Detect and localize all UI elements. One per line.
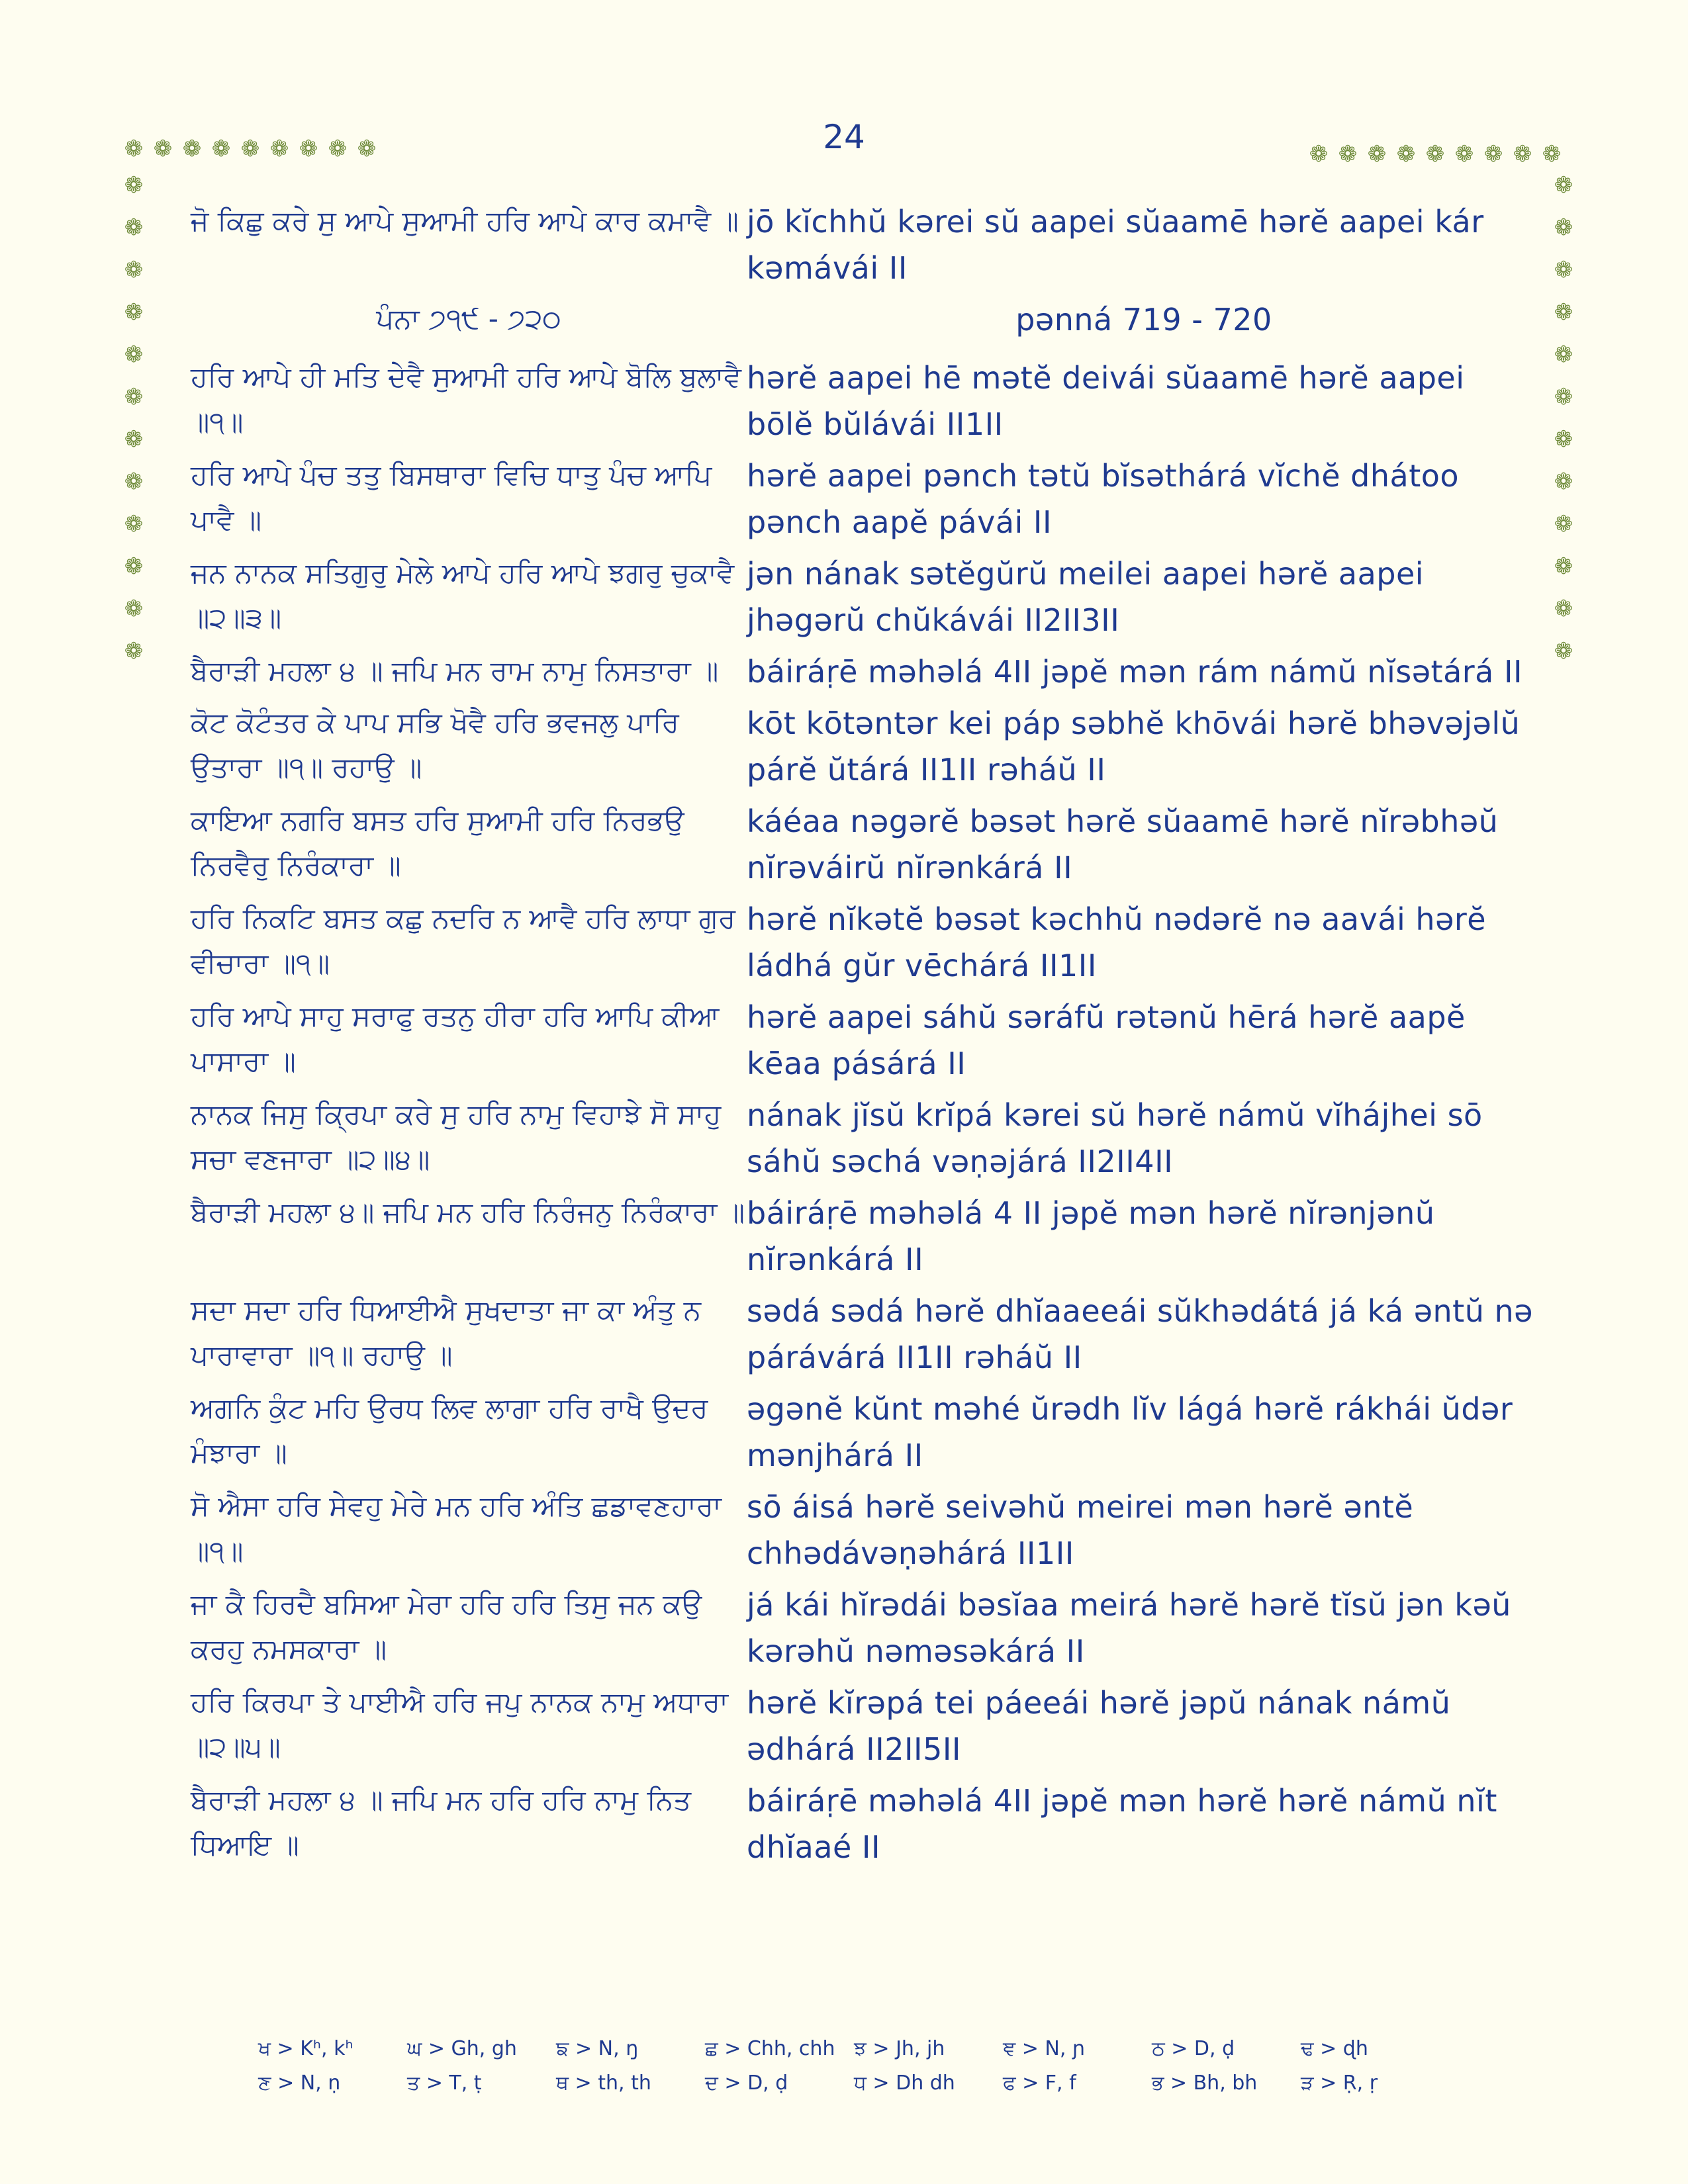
flower-icon: ❁: [1554, 384, 1573, 410]
flower-icon: ❁: [124, 511, 144, 537]
verse-row: [191, 700, 1541, 793]
legend-item: ਧ > Dh dh: [854, 2071, 955, 2095]
flower-icon: ❁: [124, 299, 144, 326]
verse-row: [191, 1582, 1541, 1674]
flower-icon: ❁: [1396, 141, 1416, 167]
legend-item: ਞ > N, ɲ: [1003, 2037, 1086, 2060]
flower-icon: ❁: [211, 136, 231, 162]
legend-item: ਙ > N, ŋ: [556, 2037, 639, 2060]
gurmukhi-text: ਨਾਨਕ ਜਿਸੁ ਕ੍ਰਿਪਾ ਕਰੇ ਸੁ ਹਰਿ ਨਾਮੁ ਵਿਹਾਝੇ ਸੋ ਸਾਹੁ ਸਚਾ ਵਣਜਾਰਾ ॥੨॥੪॥: [191, 1098, 722, 1175]
transliteration-text: hərĕ nĭkətĕ bəsət kəchhŭ nədərĕ nə aavái hərĕ ládhá gŭr vēchárá II1II: [747, 901, 1487, 983]
transliteration-text: hərĕ aapei pənch tətŭ bĭsəthárá vĭchĕ dhátoo pənch aapĕ pávái II: [747, 458, 1460, 540]
flower-icon: ❁: [124, 553, 144, 580]
flower-icon: ❁: [299, 136, 318, 162]
flower-icon: ❁: [124, 426, 144, 453]
gurmukhi-text: ਬੈਰਾੜੀ ਮਹਲਾ ੪ ॥ ਜਪਿ ਮਨ ਹਰਿ ਹਰਿ ਨਾਮੁ ਨਿਤ ਧਿਆਇ ॥: [191, 1784, 691, 1861]
flower-icon: ❁: [1454, 141, 1474, 167]
legend-item: ੜ > Ṛ, ṛ: [1301, 2071, 1378, 2095]
legend-item: ਢ > ɖh: [1301, 2037, 1368, 2060]
flower-icon: ❁: [1554, 553, 1573, 580]
transliteration-text: sədá sədá hərĕ dhĭaaeeái sŭkhədátá já ká əntŭ nə párávárá II1II rəháŭ II: [747, 1293, 1533, 1375]
gurmukhi-text: ਜਾ ਕੈ ਹਿਰਦੈ ਬਸਿਆ ਮੇਰਾ ਹਰਿ ਹਰਿ ਤਿਸੁ ਜਨ ਕਉ ਕਰਹੁ ਨਮਸਕਾਰਾ ॥: [191, 1588, 702, 1665]
flower-icon: ❁: [124, 341, 144, 368]
top-left-ornament: [119, 134, 381, 163]
top-right-ornament: [1304, 140, 1566, 169]
verse-row: [191, 1288, 1541, 1381]
transliteration-text: káéaa nəgərĕ bəsət hərĕ sŭaamē hərĕ nĭrəbhəŭ nĭrəváirŭ nĭrənkárá II: [747, 803, 1499, 886]
flower-icon: ❁: [1554, 214, 1573, 241]
transliteration-text: já kái hĭrədái bəsĭaa meirá hərĕ hərĕ tĭsŭ jən kəŭ kərəhŭ nəməsəkárá II: [747, 1587, 1511, 1669]
flower-icon: ❁: [240, 136, 260, 162]
verse-row: [191, 453, 1541, 545]
verse-row: [191, 1484, 1541, 1576]
flower-icon: ❁: [1513, 141, 1532, 167]
verse-row: [191, 1092, 1541, 1185]
flower-icon: ❁: [1554, 511, 1573, 537]
flower-icon: ❁: [1338, 141, 1358, 167]
legend-item: ਝ > Jh, jh: [854, 2037, 945, 2060]
verse-row: [191, 199, 1541, 291]
flower-icon: ❁: [269, 136, 289, 162]
verse-row: [191, 355, 1541, 447]
legend-item: ਖ > Kʰ, kʰ: [258, 2037, 353, 2060]
flower-icon: ❁: [124, 384, 144, 410]
flower-icon: ❁: [124, 638, 144, 664]
transliteration-text: əgənĕ kŭnt məhé ŭrədh lĭv lágá hərĕ rákhái ŭdər mənjhárá II: [747, 1391, 1513, 1473]
legend-item: ਠ > D, ḍ: [1152, 2037, 1235, 2060]
transliteration-text: hərĕ aapei sáhŭ səráfŭ rətənŭ hērá hərĕ aapĕ kēaa pásárá II: [747, 999, 1466, 1081]
flower-icon: ❁: [1554, 257, 1573, 283]
gurmukhi-text: ਸੋ ਐਸਾ ਹਰਿ ਸੇਵਹੁ ਮੇਰੇ ਮਨ ਹਰਿ ਅੰਤਿ ਛਡਾਵਣਹਾਰਾ ॥੧॥: [191, 1490, 722, 1567]
gurmukhi-text: ਬੈਰਾੜੀ ਮਹਲਾ ੪॥ ਜਪਿ ਮਨ ਹਰਿ ਨਿਰੰਜਨੁ ਨਿਰੰਕਾਰਾ ॥: [191, 1196, 745, 1228]
flower-icon: ❁: [1554, 299, 1573, 326]
legend-item: ਣ > N, ṇ: [258, 2071, 341, 2095]
gurmukhi-text: ਬੈਰਾੜੀ ਮਹਲਾ ੪ ॥ ਜਪਿ ਮਨ ਰਾਮ ਨਾਮੁ ਨਿਸਤਾਰਾ ॥: [191, 655, 719, 687]
flower-icon: ❁: [1554, 469, 1573, 495]
page-number: 24: [823, 118, 865, 156]
verse-row: [191, 1778, 1541, 1870]
flower-icon: ❁: [124, 257, 144, 283]
verse-table: [191, 199, 1541, 1876]
transliteration-text: jō kĭchhŭ kərei sŭ aapei sŭaamē hərĕ aapei kár kəmávái II: [747, 204, 1484, 286]
legend-item: ਛ > Chh, chh: [705, 2037, 835, 2060]
flower-icon: ❁: [1542, 141, 1562, 167]
page-reference-row: [191, 296, 1541, 343]
transliteration-text: hərĕ kĭrəpá tei páeeái hərĕ jəpŭ nának námŭ ədhárá II2II5II: [747, 1685, 1451, 1767]
legend-item: ਭ > Bh, bh: [1152, 2071, 1258, 2095]
transliteration-legend: [258, 2037, 1450, 2106]
flower-icon: ❁: [1367, 141, 1387, 167]
verse-row: [191, 798, 1541, 891]
left-ornament-column: [119, 164, 148, 672]
verse-row: [191, 1680, 1541, 1772]
flower-icon: ❁: [124, 469, 144, 495]
flower-icon: ❁: [124, 214, 144, 241]
flower-icon: ❁: [1483, 141, 1503, 167]
gurmukhi-text: ਸਦਾ ਸਦਾ ਹਰਿ ਧਿਆਈਐ ਸੁਖਦਾਤਾ ਜਾ ਕਾ ਅੰਤੁ ਨ ਪਾਰਾਵਾਰਾ ॥੧॥ ਰਹਾਉ ॥: [191, 1294, 702, 1371]
right-ornament-column: [1549, 164, 1578, 672]
transliteration-text: hərĕ aapei hē mətĕ deivái sŭaamē hərĕ aapei bōlĕ bŭlávái II1II: [747, 360, 1465, 442]
transliteration-text: kōt kōtəntər kei páp səbhĕ khōvái hərĕ bhəvəjəlŭ párĕ ŭtárá II1II rəháŭ II: [747, 705, 1521, 788]
flower-icon: ❁: [124, 136, 144, 162]
legend-item: ਤ > T, ṭ: [407, 2071, 482, 2095]
transliteration-text: jən nának sətĕgŭrŭ meilei aapei hərĕ aapei jhəgərŭ chŭkávái II2II3II: [747, 556, 1425, 638]
verse-row: [191, 994, 1541, 1087]
gurmukhi-text: ਕੋਟ ਕੋਟੰਤਰ ਕੇ ਪਾਪ ਸਭਿ ਖੋਵੈ ਹਰਿ ਭਵਜਲੁ ਪਾਰਿ ਉਤਾਰਾ ॥੧॥ ਰਹਾਉ ॥: [191, 706, 679, 784]
flower-icon: ❁: [357, 136, 377, 162]
flower-icon: ❁: [182, 136, 202, 162]
gurmukhi-text: ਜਨ ਨਾਨਕ ਸਤਿਗੁਰੁ ਮੇਲੇ ਆਪੇ ਹਰਿ ਆਪੇ ਝਗਰੁ ਚੁਕਾਵੈ ॥੨॥੩॥: [191, 557, 735, 634]
transliteration-text: pənná 719 - 720: [1015, 302, 1272, 338]
flower-icon: ❁: [1554, 426, 1573, 453]
flower-icon: ❁: [124, 172, 144, 199]
legend-row: [258, 2037, 1450, 2071]
gurmukhi-text: ਜੋ ਕਿਛੁ ਕਰੇ ਸੁ ਆਪੇ ਸੁਆਮੀ ਹਰਿ ਆਪੇ ਕਾਰ ਕਮਾਵੈ ॥: [191, 205, 739, 237]
flower-icon: ❁: [1554, 341, 1573, 368]
verse-row: [191, 649, 1541, 695]
transliteration-text: báiráṛē məhəlá 4II jəpĕ mən rám námŭ nĭsətárá II: [747, 654, 1523, 690]
flower-icon: ❁: [1425, 141, 1445, 167]
gurmukhi-text: ਅਗਨਿ ਕੁੰਟ ਮਹਿ ਉਰਧ ਲਿਵ ਲਾਗਾ ਹਰਿ ਰਾਖੈ ਉਦਰ ਮੰਝਾਰਾ ॥: [191, 1392, 708, 1469]
legend-row: [258, 2071, 1450, 2106]
transliteration-text: nának jĭsŭ krĭpá kərei sŭ hərĕ námŭ vĭhájhei sō sáhŭ səchá vəṇəjárá II2II4II: [747, 1097, 1483, 1179]
flower-icon: ❁: [124, 596, 144, 622]
gurmukhi-text: ਹਰਿ ਆਪੇ ਪੰਚ ਤਤੁ ਬਿਸਥਾਰਾ ਵਿਚਿ ਧਾਤੁ ਪੰਚ ਆਪਿ ਪਾਵੈ ॥: [191, 459, 712, 536]
verse-row: [191, 551, 1541, 643]
legend-item: ਫ > F, f: [1003, 2071, 1076, 2095]
gurmukhi-text: ਪੰਨਾ ੭੧੯ - ੭੨੦: [376, 302, 561, 335]
legend-item: ਦ > D, ḍ: [705, 2071, 788, 2095]
legend-item: ਘ > Gh, gh: [407, 2037, 517, 2060]
flower-icon: ❁: [153, 136, 173, 162]
flower-icon: ❁: [1554, 596, 1573, 622]
flower-icon: ❁: [1554, 638, 1573, 664]
verse-row: [191, 1190, 1541, 1283]
transliteration-text: báiráṛē məhəlá 4II jəpĕ mən hərĕ hərĕ námŭ nĭt dhĭaaé II: [747, 1783, 1497, 1865]
legend-item: ਥ > th, th: [556, 2071, 651, 2095]
gurmukhi-text: ਹਰਿ ਕਿਰਪਾ ਤੇ ਪਾਈਐ ਹਰਿ ਜਪੁ ਨਾਨਕ ਨਾਮੁ ਅਧਾਰਾ ॥੨॥੫॥: [191, 1686, 728, 1763]
gurmukhi-text: ਹਰਿ ਆਪੇ ਹੀ ਮਤਿ ਦੇਵੈ ਸੁਆਮੀ ਹਰਿ ਆਪੇ ਬੋਲਿ ਬੁਲਾਵੈ ॥੧॥: [191, 361, 741, 438]
flower-icon: ❁: [328, 136, 348, 162]
flower-icon: ❁: [1554, 172, 1573, 199]
gurmukhi-text: ਹਰਿ ਆਪੇ ਸਾਹੁ ਸਰਾਫੁ ਰਤਨੁ ਹੀਰਾ ਹਰਿ ਆਪਿ ਕੀਆ ਪਾਸਾਰਾ ॥: [191, 1000, 720, 1077]
gurmukhi-text: ਕਾਇਆ ਨਗਰਿ ਬਸਤ ਹਰਿ ਸੁਆਮੀ ਹਰਿ ਨਿਰਭਉ ਨਿਰਵੈਰੁ ਨਿਰੰਕਾਰਾ ॥: [191, 804, 684, 882]
transliteration-text: sō áisá hərĕ seivəhŭ meirei mən hərĕ əntĕ chhədávəṇəhárá II1II: [747, 1489, 1414, 1571]
flower-icon: ❁: [1309, 141, 1329, 167]
gurmukhi-text: ਹਰਿ ਨਿਕਟਿ ਬਸਤ ਕਛੁ ਨਦਰਿ ਨ ਆਵੈ ਹਰਿ ਲਾਧਾ ਗੁਰ ਵੀਚਾਰਾ ॥੧॥: [191, 902, 735, 979]
verse-row: [191, 896, 1541, 989]
transliteration-text: báiráṛē məhəlá 4 II jəpĕ mən hərĕ nĭrənjənŭ nĭrənkárá II: [747, 1195, 1435, 1277]
verse-row: [191, 1386, 1541, 1479]
